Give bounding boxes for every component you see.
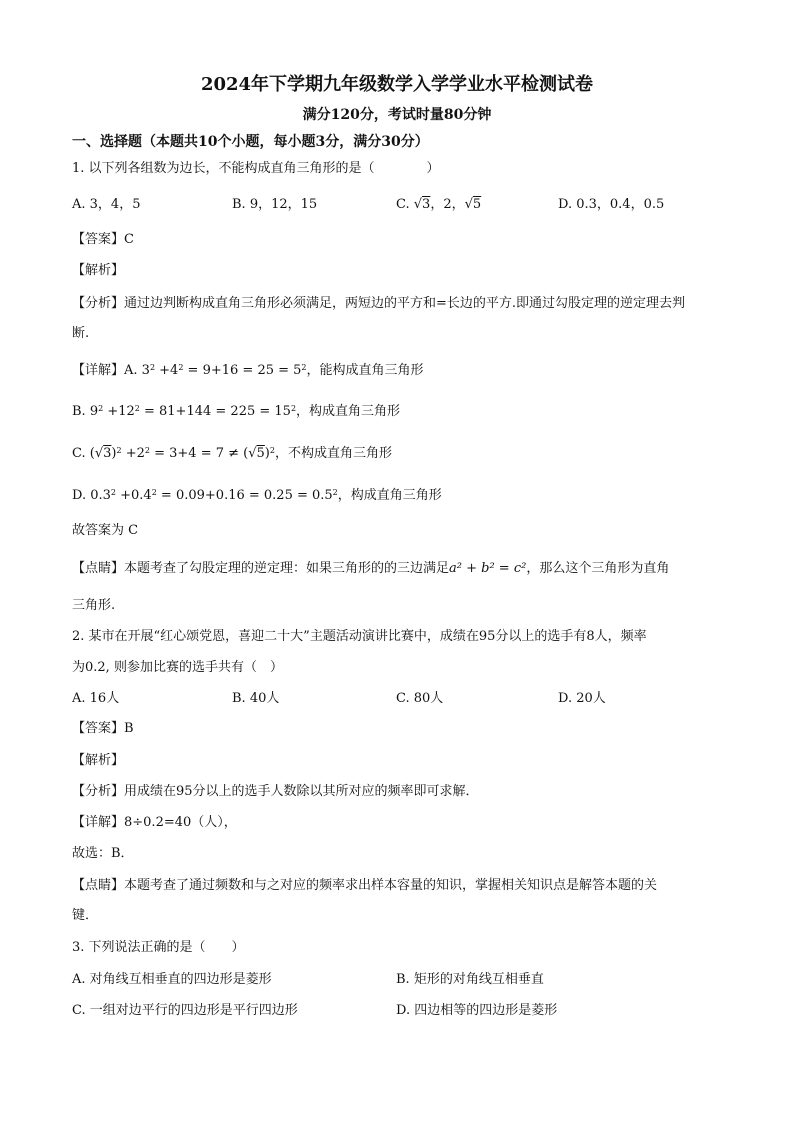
q3-option-c: C. 一组对边平行的四边形是平行四边形 bbox=[72, 1003, 298, 1018]
q2-detail: 【详解】8÷0.2=40（人）， bbox=[72, 815, 237, 830]
q1-detail-b: B. $9^2 +12^2 = 81+144 = 225 = 15^2$，构成直角三角形 bbox=[72, 404, 401, 419]
q1-detail-c: C. $(√3)^2 +2^2 = 3+4 = 7 \ne (√5)^2$，不构成直角三角形 bbox=[72, 446, 392, 461]
q1-conclusion: 故答案为 C bbox=[72, 523, 139, 538]
q3-stem: 3. 下列说法正确的是（ ） bbox=[72, 940, 245, 955]
sqrt-icon: √ bbox=[248, 446, 257, 461]
q2-conclusion: 故选：B． bbox=[72, 846, 134, 861]
sqrt-icon: √ bbox=[94, 446, 104, 461]
q2-option-a: A. 16人 bbox=[72, 691, 120, 706]
q3-option-d: D. 四边相等的四边形是菱形 bbox=[396, 1003, 558, 1018]
sqrt-icon: √ bbox=[413, 197, 423, 212]
q2-dianjing-line1: 【点睛】本题考查了通过频数和与之对应的频率求出样本容量的知识，掌握相关知识点是解答本题的关 bbox=[72, 878, 658, 893]
q3-option-a: A. 对角线互相垂直的四边形是菱形 bbox=[72, 972, 272, 987]
q1-option-d: D. 0.3，0.4，0.5 bbox=[558, 197, 665, 212]
q2-option-c: C. 80人 bbox=[396, 691, 444, 706]
q1-stem: 1. 以下列各组数为边长，不能构成直角三角形的是（ ） bbox=[72, 161, 440, 176]
q2-analysis: 【分析】用成绩在95分以上的选手人数除以其所对应的频率即可求解． bbox=[72, 784, 479, 799]
q1-detail-a: 【详解】A. $3^2 +4^2 = 9+16 = 25 = 5^2$，能构成直角三角形 bbox=[72, 363, 424, 378]
sqrt-icon: √ bbox=[464, 197, 473, 212]
q1-option-a: A. 3，4，5 bbox=[72, 197, 141, 212]
q1-dianjing-line1: 【点睛】本题考查了勾股定理的逆定理：如果三角形的的三边满足a² + b² = c²，那么这个三角形为直角 bbox=[72, 561, 670, 576]
q1-analysis-line2: 断. bbox=[72, 326, 90, 341]
q1-detail-d: D. $0.3^2 +0.4^2 = 0.09+0.16 = 0.25 = 0.5^2$，构成直角三角形 bbox=[72, 488, 442, 503]
q1-option-b: B. 9，12，15 bbox=[232, 197, 318, 212]
q1-option-c: C. √3，2，√5 bbox=[396, 197, 482, 212]
q2-dianjing-line2: 键． bbox=[72, 908, 99, 923]
q2-stem-line1: 2. 某市在开展“红心颂党恩，喜迎二十大”主题活动演讲比赛中，成绩在95分以上的选手有8人，频率 bbox=[72, 629, 647, 644]
q2-answer: 【答案】B bbox=[72, 721, 134, 736]
formula: a² + b² = c² bbox=[449, 561, 527, 576]
page-title: 2024年下学期九年级数学入学学业水平检测试卷 bbox=[200, 74, 594, 95]
q1-analysis-line1: 【分析】通过边判断构成直角三角形必须满足，两短边的平方和=长边的平方.即通过勾股定理的逆定理去判 bbox=[72, 296, 686, 311]
q2-jiexi: 【解析】 bbox=[72, 753, 125, 768]
q2-option-b: B. 40人 bbox=[232, 691, 280, 706]
q1-jiexi: 【解析】 bbox=[72, 263, 125, 278]
page-subtitle: 满分120分，考试时量80分钟 bbox=[302, 107, 492, 123]
section-heading: 一、选择题（本题共10个小题，每小题3分，满分30分） bbox=[72, 134, 429, 150]
q3-option-b: B. 矩形的对角线互相垂直 bbox=[396, 972, 544, 987]
q1-answer: 【答案】C bbox=[72, 232, 134, 247]
q1-dianjing-line2: 三角形. bbox=[72, 598, 116, 613]
q2-option-d: D. 20人 bbox=[558, 691, 606, 706]
q2-stem-line2: 为0.2, 则参加比赛的选手共有（ ） bbox=[72, 660, 283, 675]
